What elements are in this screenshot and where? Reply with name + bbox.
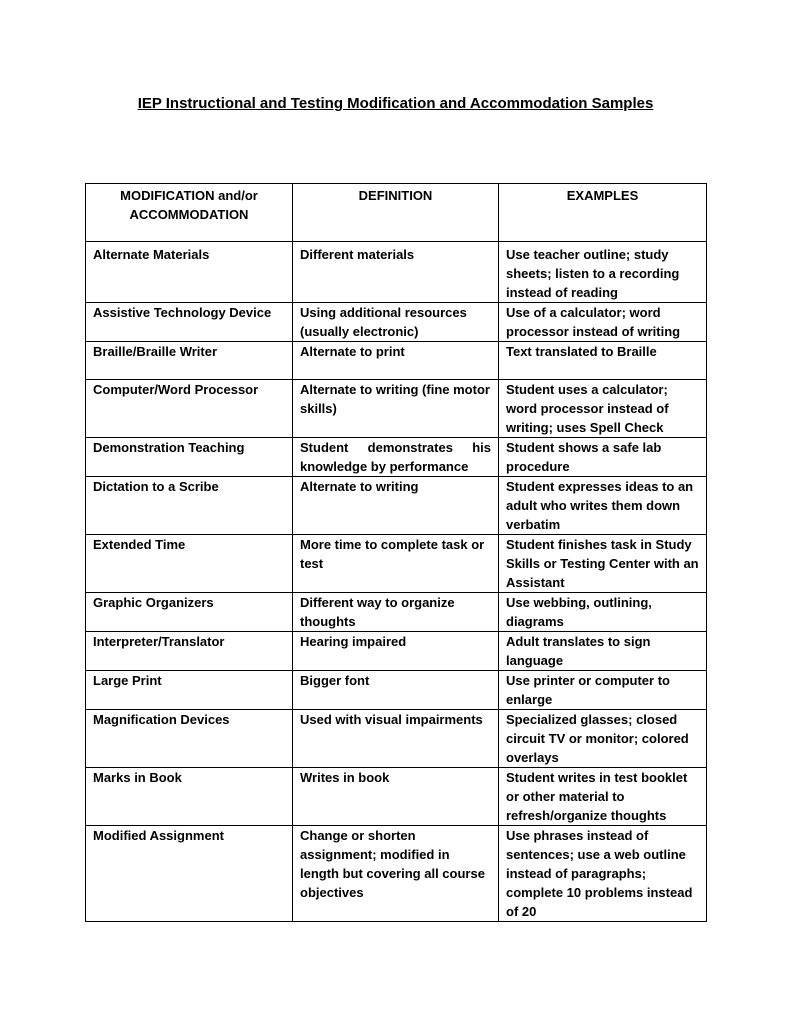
cell-definition: More time to complete task or test [293,535,499,593]
cell-modification: Modified Assignment [86,826,293,922]
cell-examples: Student expresses ideas to an adult who writes them down verbatim [499,477,707,535]
cell-definition: Bigger font [293,671,499,710]
cell-definition: Different materials [293,242,499,303]
cell-definition: Alternate to writing (fine motor skills) [293,380,499,438]
table-row [86,438,707,477]
accommodation-table [85,183,707,922]
table-row [86,593,707,632]
cell-definition: Alternate to writing [293,477,499,535]
cell-examples: Use teacher outline; study sheets; listen to a recording instead of reading [499,242,707,303]
cell-definition: Using additional resources (usually electronic) [293,303,499,342]
cell-modification: Graphic Organizers [86,593,293,632]
cell-modification: Computer/Word Processor [86,380,293,438]
table-row [86,477,707,535]
cell-definition: Different way to organize thoughts [293,593,499,632]
cell-examples: Use phrases instead of sentences; use a web outline instead of paragraphs; complete 10 problems instead of 20 [499,826,707,922]
cell-definition: Writes in book [293,768,499,826]
table-row [86,768,707,826]
cell-examples: Use of a calculator; word processor instead of writing [499,303,707,342]
cell-examples: Student finishes task in Study Skills or Testing Center with an Assistant [499,535,707,593]
table-row [86,242,707,303]
header-definition: DEFINITION [293,184,499,242]
cell-examples: Use webbing, outlining, diagrams [499,593,707,632]
header-modification: MODIFICATION and/or ACCOMMODATION [86,184,293,242]
table-row [86,710,707,768]
table-row [86,671,707,710]
cell-definition: Used with visual impairments [293,710,499,768]
cell-modification: Assistive Technology Device [86,303,293,342]
table-header-row [86,184,707,242]
cell-examples: Student writes in test booklet or other material to refresh/organize thoughts [499,768,707,826]
cell-definition: Change or shorten assignment; modified in length but covering all course objectives [293,826,499,922]
cell-modification: Magnification Devices [86,710,293,768]
table-row [86,342,707,380]
cell-definition: Hearing impaired [293,632,499,671]
cell-examples: Specialized glasses; closed circuit TV or monitor; colored overlays [499,710,707,768]
cell-examples: Adult translates to sign language [499,632,707,671]
cell-modification: Dictation to a Scribe [86,477,293,535]
cell-modification: Large Print [86,671,293,710]
cell-modification: Interpreter/Translator [86,632,293,671]
table-row [86,535,707,593]
cell-modification: Alternate Materials [86,242,293,303]
cell-examples: Text translated to Braille [499,342,707,380]
cell-modification: Extended Time [86,535,293,593]
cell-definition: Student demonstrates his knowledge by performance [293,438,499,477]
table-row [86,380,707,438]
cell-modification: Demonstration Teaching [86,438,293,477]
cell-examples: Student uses a calculator; word processor instead of writing; uses Spell Check [499,380,707,438]
header-examples: EXAMPLES [499,184,707,242]
cell-modification: Marks in Book [86,768,293,826]
cell-modification: Braille/Braille Writer [86,342,293,380]
cell-examples: Use printer or computer to enlarge [499,671,707,710]
cell-examples: Student shows a safe lab procedure [499,438,707,477]
table-row [86,826,707,922]
cell-definition: Alternate to print [293,342,499,380]
table-row [86,303,707,342]
page-title: IEP Instructional and Testing Modification and Accommodation Samples [137,95,654,112]
table-row [86,632,707,671]
